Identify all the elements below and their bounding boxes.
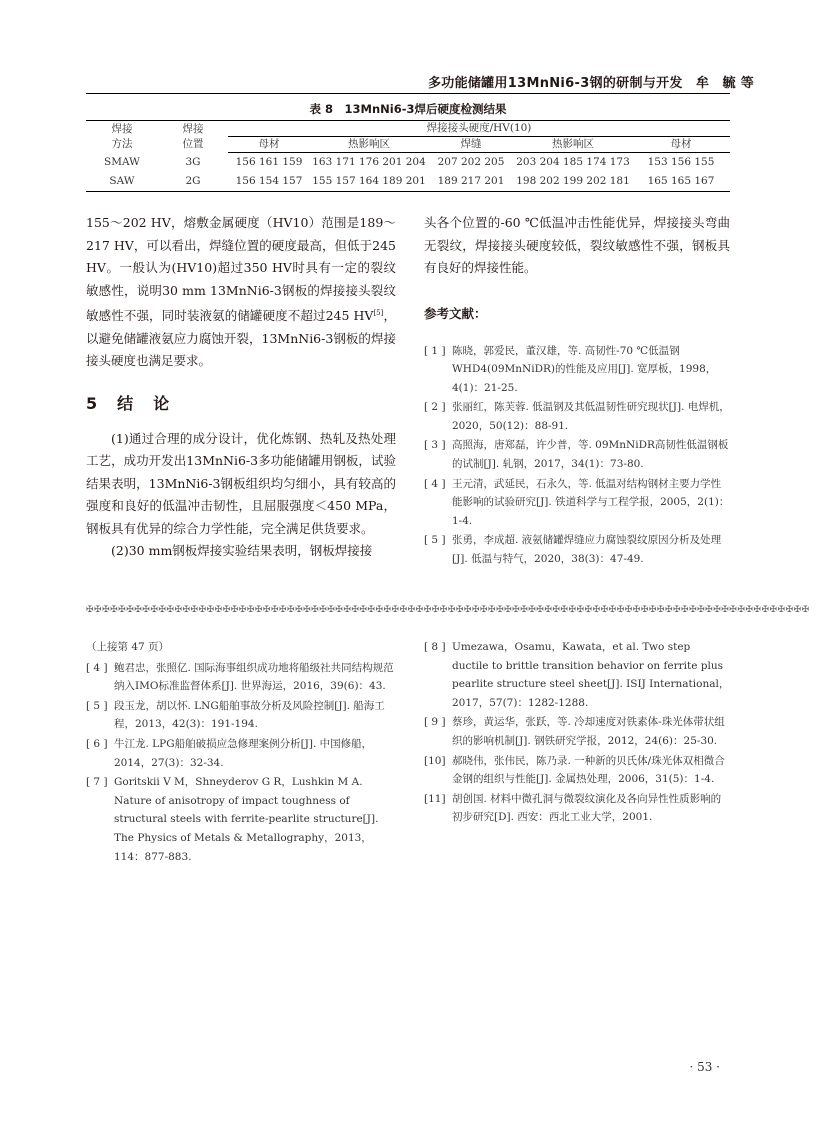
reference-list — [424, 342, 730, 569]
cell-position: 3G — [185, 155, 201, 168]
reference-item: [ 9 ] 蔡珍，黄运华，张跃，等. 冷却速度对铁素体-珠光体带状组织的影响机制[J]. 钢铁研究学报，2012，24(6)：25-30. — [424, 716, 725, 747]
reference-item: [ 5 ] 段玉龙，胡以怀. LNG船舶事故分析及风险控制[J]. 船海工程，2013，42(3)：191-194. — [86, 699, 385, 731]
reference-item: [ 4 ] 鲍君忠，张照亿. 国际海事组织成功地将船级社共同结构规范纳入IMO标准监督体系[J]. 世界海运，2016，39(6)：43. — [86, 661, 394, 693]
subheader-base-metal: 母材 — [228, 137, 310, 153]
continued-references-right — [424, 638, 730, 828]
cell-value: 163 171 176 201 204 — [312, 156, 426, 168]
reference-item: [ 1 ] 陈晓，郭爱民，董汉雄，等. 高韧性-70 ℃低温钢WHD4(09MnNiDR)的性能及应用[J]. 宽厚板，1998，4(1)：21-25. — [424, 344, 717, 394]
references-title: 参考文献： — [424, 305, 487, 321]
body-paragraph: 头各个位置的-60 ℃低温冲击性能优异，焊接接头弯曲无裂纹，焊接接头硬度较低，裂纹敏感性不强，钢板具有良好的焊接性能。 — [424, 215, 730, 275]
table-header-row — [86, 121, 730, 137]
page-number: · 53 · — [689, 1060, 720, 1074]
subheader-weld: 焊缝 — [428, 137, 514, 153]
hardness-table — [86, 120, 730, 192]
body-paragraph: (2)30 mm钢板焊接实验结果表明，钢板焊接接 — [111, 543, 373, 559]
reference-item: [ 2 ] 张丽红，陈芙蓉. 低温钢及其低温韧性研究现状[J]. 电焊机，2020，50(12)：88-91. — [424, 401, 730, 432]
cell-value: 165 165 167 — [632, 172, 730, 192]
cell-method: SMAW — [104, 155, 140, 168]
reference-item: [11] 胡创国. 材料中微孔洞与微裂纹演化及各向异性性质影响的初步研究[D]. 西安：西北工业大学，2001. — [424, 792, 722, 824]
left-column — [86, 212, 396, 563]
cell-value: 203 204 185 174 173 — [516, 156, 630, 168]
table-row — [86, 153, 730, 173]
cell-position: 2G — [158, 172, 228, 192]
citation-marker: [5] — [373, 309, 384, 317]
running-header: 多功能储罐用13MnNi6-3钢的研制与开发 牟 毓 等 — [427, 76, 754, 91]
table-caption: 表 8 13MnNi6-3焊后硬度检测结果 — [309, 102, 507, 116]
hardness-group-header: 焊接接头硬度/HV(10) — [228, 121, 730, 137]
subheader-haz: 热影响区 — [310, 137, 428, 153]
cell-value: 189 217 201 — [428, 172, 514, 192]
reference-item: [ 3 ] 高照海，唐郑磊，许少普，等. 09MnNiDR高韧性低温钢板的试制[J]. 轧钢，2017，34(1)：73-80. — [424, 439, 729, 471]
reference-item: [ 4 ] 王元清，武延民，石永久，等. 低温对结构钢材主要力学性能影响的试验研究[J]. 铁道科学与工程学报，2005，2(1)：1-4. — [424, 477, 730, 527]
header-rule — [86, 93, 730, 94]
cell-value: 198 202 199 202 181 — [514, 172, 632, 192]
cell-method: SAW — [86, 172, 158, 192]
reference-item: [ 5 ] 张勇，李成超. 液氨储罐焊缝应力腐蚀裂纹原因分析及处理[J]. 低温与特气，2020，38(3)：47-49. — [424, 534, 722, 566]
right-column — [424, 212, 730, 570]
continued-note: （上接第 47 页） — [86, 641, 170, 653]
cell-value: 207 202 205 — [437, 156, 505, 168]
continued-references-left — [86, 638, 396, 867]
subheader-haz: 热影响区 — [514, 137, 632, 153]
body-paragraph: 155～202 HV，熔敷金属硬度（HV10）范围是189～217 HV，可以看出，焊缝位置的硬度最高，但低于245 HV。一般认为(HV10)超过350 HV时具有一定的裂纹敏感性，说明30 mm 13MnNi6-3钢板的焊接接头裂纹敏感性不强，同时装液氨的储罐硬度不超过245 HV[5]，以避免储罐液氨应力腐蚀开裂，13MnNi6-3钢板的焊接接头硬度也满足要求。 — [86, 215, 396, 369]
col-method-header: 焊接 方法 — [86, 121, 158, 153]
subheader-base-metal: 母材 — [632, 137, 730, 153]
reference-item: [ 7 ] Goritskii V M，Shneyderov G R，Lushkin M A. Nature of anisotropy of impact toughness of structural steels with ferrite-pearlite structure[J]. The Physics of Metals & Metallography，2013，114：877-883. — [86, 776, 379, 863]
cell-value: 156 161 159 — [235, 156, 303, 168]
reference-item: [ 6 ] 牛江龙. LPG船舶破损应急修理案例分析[J]. 中国修船，2014，27(3)：32-34. — [86, 737, 373, 769]
cell-value: 156 154 157 — [228, 172, 310, 192]
cell-value: 155 157 164 189 201 — [310, 172, 428, 192]
reference-item: [ 8 ] Umezawa，Osamu，Kawata，et al. Two step ductile to brittle transition behavior on ferrite plus pearlite structure steel sheet[J]. ISIJ International，2017，57(7)：1282-1288. — [424, 641, 730, 709]
col-position-header: 焊接 位置 — [158, 121, 228, 153]
reference-item: [10] 郝晓伟，张伟民，陈乃录. 一种新的贝氏体/珠光体双相微合金钢的组织与性能[J]. 金属热处理，2006，31(5)：1-4. — [424, 754, 725, 786]
cell-value: 153 156 155 — [647, 156, 715, 168]
ornamental-divider: ✠✠✠✠✠✠✠✠✠✠✠✠✠✠✠✠✠✠✠✠✠✠✠✠✠✠✠✠✠✠✠✠✠✠✠✠✠✠✠✠✠✠✠✠✠✠✠✠✠✠✠✠✠✠✠✠✠✠✠✠✠✠✠✠✠✠✠✠✠✠✠✠✠✠✠✠✠✠✠✠✠✠✠✠✠✠✠✠✠✠ — [86, 605, 810, 615]
table-row — [86, 172, 730, 192]
body-paragraph: (1)通过合理的成分设计，优化炼钢、热轧及热处理工艺，成功开发出13MnNi6-3多功能储罐用钢板，试验结果表明，13MnNi6-3钢板组织均匀细小，具有较高的强度和良好的低温冲击韧性，且屈服强度＜450 MPa，钢板具有优异的综合力学性能，完全满足供货要求。 — [86, 430, 396, 536]
section-heading: 5 结 论 — [86, 393, 172, 413]
